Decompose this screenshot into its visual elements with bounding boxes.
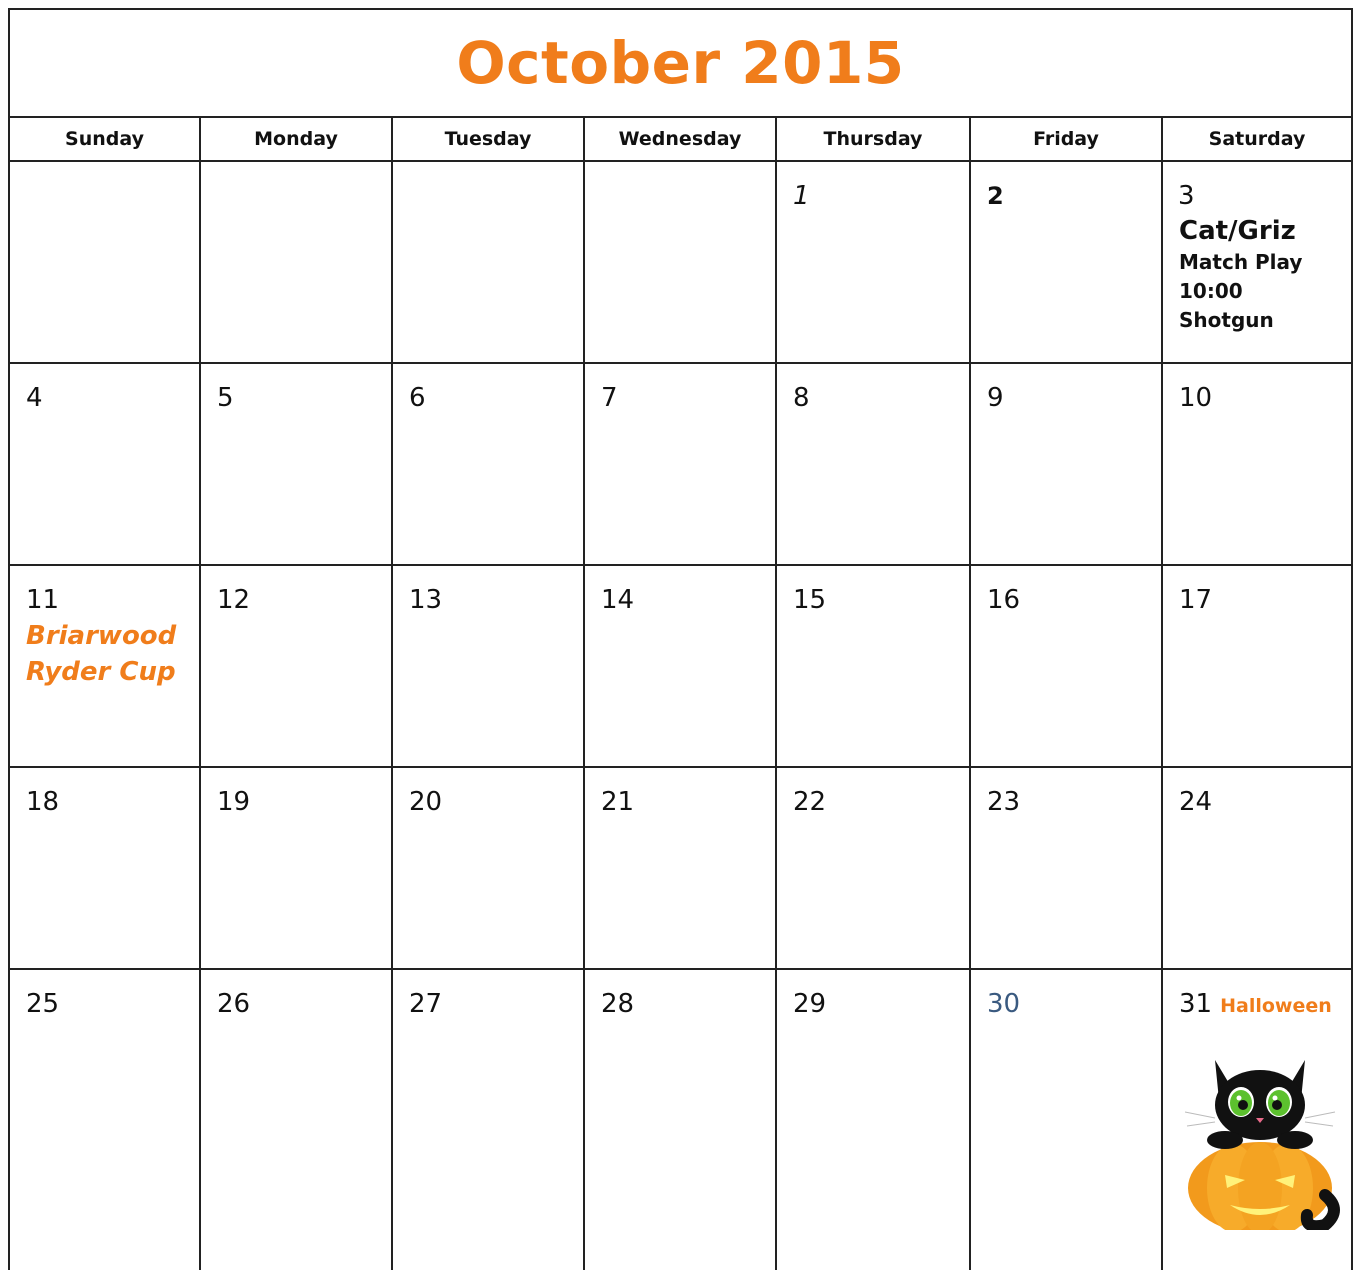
day-number: 9 (987, 383, 1004, 413)
day-cell-11 (10, 566, 201, 768)
day-cell-6 (393, 364, 585, 566)
halloween-cat-pumpkin-icon (1175, 1030, 1345, 1230)
day-cell-17 (1163, 566, 1351, 768)
calendar-title: October 2015 (10, 10, 1351, 118)
day-cell-31 (1163, 970, 1351, 1270)
calendar (8, 8, 1353, 1270)
week-row-1 (10, 162, 1351, 364)
day-cell-1 (777, 162, 971, 364)
day-number: 25 (26, 989, 60, 1019)
day-number: 3 (1178, 181, 1195, 211)
day-number: 27 (409, 989, 443, 1019)
weekday-tuesday: Tuesday (393, 118, 585, 162)
day-number: 14 (601, 585, 635, 615)
day-number: 7 (601, 383, 618, 413)
day-cell-23 (971, 768, 1163, 970)
day-cell-25 (10, 970, 201, 1270)
day-cell-14 (585, 566, 777, 768)
weekday-saturday: Saturday (1163, 118, 1351, 162)
day-number: 22 (793, 787, 827, 817)
day-number: 28 (601, 989, 635, 1019)
weekday-monday: Monday (201, 118, 393, 162)
day-number: 1 (793, 181, 810, 211)
day-number: 15 (793, 585, 827, 615)
event-time: 10:00 (1179, 279, 1243, 303)
day-number: 2 (987, 182, 1004, 210)
day-number: 16 (987, 585, 1021, 615)
weekday-wednesday: Wednesday (585, 118, 777, 162)
day-number: 24 (1179, 787, 1213, 817)
day-cell-16 (971, 566, 1163, 768)
day-number: 11 (26, 585, 60, 615)
day-number: 19 (217, 787, 251, 817)
event-cat-griz-title: Cat/Griz (1179, 216, 1296, 246)
day-cell-7 (585, 364, 777, 566)
week-row-2 (10, 364, 1351, 566)
day-number: 21 (601, 787, 635, 817)
day-number: 10 (1179, 383, 1213, 413)
day-cell-18 (10, 768, 201, 970)
day-number: 26 (217, 989, 251, 1019)
day-number-with-event (1179, 990, 1337, 1020)
day-cell-28 (585, 970, 777, 1270)
day-cell-3 (1163, 162, 1351, 364)
day-cell-20 (393, 768, 585, 970)
event-ryder-cup: Ryder Cup (26, 657, 176, 687)
day-cell-26 (201, 970, 393, 1270)
week-row-3 (10, 566, 1351, 768)
day-cell-19 (201, 768, 393, 970)
day-number: 13 (409, 585, 443, 615)
day-number: 18 (26, 787, 60, 817)
weekday-sunday: Sunday (10, 118, 201, 162)
day-cell-4 (10, 364, 201, 566)
day-cell-empty (10, 162, 201, 364)
day-number: 20 (409, 787, 443, 817)
day-number: 31 (1179, 989, 1213, 1019)
weekday-thursday: Thursday (777, 118, 971, 162)
event-briarwood: Briarwood (26, 621, 177, 651)
day-number: 23 (987, 787, 1021, 817)
day-number: 12 (217, 585, 251, 615)
day-cell-13 (393, 566, 585, 768)
day-cell-empty (393, 162, 585, 364)
week-row-4 (10, 768, 1351, 970)
day-number: 4 (26, 383, 43, 413)
day-cell-empty (201, 162, 393, 364)
day-cell-21 (585, 768, 777, 970)
day-cell-9 (971, 364, 1163, 566)
event-halloween: Halloween (1220, 995, 1332, 1017)
day-number: 17 (1179, 585, 1213, 615)
day-cell-22 (777, 768, 971, 970)
day-number: 29 (793, 989, 827, 1019)
day-cell-30 (971, 970, 1163, 1270)
day-number: 6 (409, 383, 426, 413)
weekday-friday: Friday (971, 118, 1163, 162)
day-cell-2 (971, 162, 1163, 364)
day-cell-8 (777, 364, 971, 566)
day-number: 5 (217, 383, 234, 413)
day-cell-empty (585, 162, 777, 364)
weekday-header-row (10, 118, 1351, 162)
day-cell-27 (393, 970, 585, 1270)
day-cell-15 (777, 566, 971, 768)
day-number: 8 (793, 383, 810, 413)
day-cell-10 (1163, 364, 1351, 566)
week-row-5 (10, 970, 1351, 1270)
event-match-play: Match Play (1179, 250, 1303, 274)
event-shotgun: Shotgun (1179, 308, 1274, 332)
day-cell-5 (201, 364, 393, 566)
day-cell-12 (201, 566, 393, 768)
day-number: 30 (987, 989, 1021, 1019)
day-cell-24 (1163, 768, 1351, 970)
day-cell-29 (777, 970, 971, 1270)
